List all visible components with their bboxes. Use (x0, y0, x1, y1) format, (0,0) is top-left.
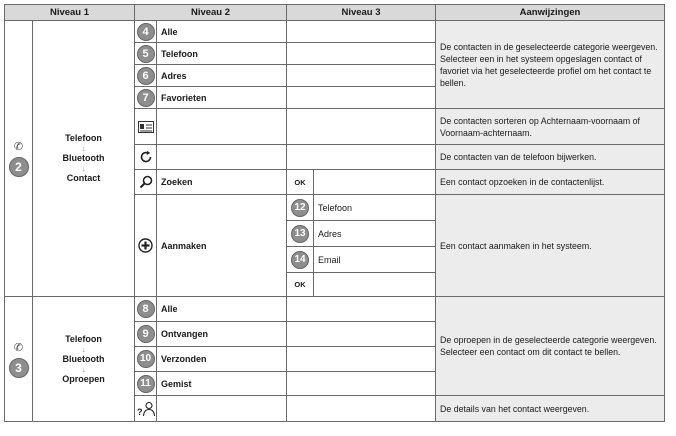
badge-7: 7 (137, 89, 155, 107)
row-oproep-alle (5, 297, 665, 322)
refresh-icon (139, 150, 153, 164)
badge-14: 14 (291, 251, 309, 269)
arrow-down-icon: ↓ (81, 344, 86, 354)
badge-12: 12 (291, 199, 309, 217)
arrow-down-icon: ↓ (81, 364, 86, 374)
remark-update: De contacten van de telefoon bijwerken. (436, 145, 665, 170)
item-gemist: Gemist (157, 372, 287, 396)
item-zoeken: Zoeken (157, 170, 287, 195)
contacts-reference-table (4, 4, 665, 422)
nav-oproepen: Oproepen (62, 373, 105, 384)
item-adres: Adres (157, 65, 287, 87)
item-verzonden: Verzonden (157, 347, 287, 372)
badge-4: 4 (137, 23, 155, 41)
item-oproep-alle: Alle (157, 297, 287, 322)
nav-bluetooth: Bluetooth (62, 353, 105, 364)
section-2-nav-path (33, 21, 135, 297)
contact-card-sort-icon (138, 121, 154, 133)
nav-telefoon: Telefoon (65, 333, 102, 344)
arrow-down-icon: ↓ (81, 164, 86, 173)
header-aanwijzingen: Aanwijzingen (436, 5, 665, 21)
header-niveau1: Niveau 1 (5, 5, 135, 21)
remark-search: Een contact opzoeken in de contactenlijst. (436, 170, 665, 195)
item-favorieten: Favorieten (157, 87, 287, 109)
section-3-icon-cell (5, 297, 33, 422)
remark-create: Een contact aanmaken in het systeem. (436, 195, 665, 297)
ok-zoeken: OK (287, 170, 314, 195)
header-row (5, 5, 665, 21)
ok-aanmaken: OK (287, 273, 314, 297)
plus-circle-icon (138, 238, 153, 253)
header-niveau3: Niveau 3 (287, 5, 436, 21)
section-2-icon-cell (5, 21, 33, 297)
sub-email: Email (314, 247, 436, 273)
remark-sort: De contacten sorteren op Achternaam-voornaam of Voornaam-achternaam. (436, 109, 665, 145)
sub-telefoon: Telefoon (314, 195, 436, 221)
magnifier-icon (139, 175, 153, 189)
badge-6: 6 (137, 67, 155, 85)
section-number-badge: 3 (9, 358, 29, 378)
remark-show-contacts-text: De contacten in de geselecteerde categorie weergeven. Selecteer een in het systeem opgeslagen contact of favoriet via het geselecteerde profiel om het contact te bellen. (440, 41, 658, 88)
badge-11: 11 (137, 375, 155, 393)
remark-show-calls-text: De oproepen in de geselecteerde categorie weergeven. Selecteer een contact om dit contact te bellen. (440, 335, 657, 357)
contact-details-icon (137, 401, 155, 417)
phone-handset-icon: ✆ (13, 141, 24, 153)
section-3-nav-path (33, 297, 135, 422)
badge-5: 5 (137, 45, 155, 63)
item-telefoon: Telefoon (157, 43, 287, 65)
nav-contact: Contact (66, 173, 101, 183)
section-number-badge: 2 (9, 157, 29, 177)
remark-show-contacts (436, 21, 665, 109)
item-aanmaken: Aanmaken (157, 195, 287, 297)
header-niveau2: Niveau 2 (135, 5, 287, 21)
badge-8: 8 (137, 300, 155, 318)
svg-text:?: ? (136, 406, 142, 417)
phone-handset-icon: ✆ (13, 341, 24, 354)
nav-bluetooth: Bluetooth (62, 153, 105, 163)
arrow-down-icon: ↓ (81, 144, 86, 153)
badge-10: 10 (137, 350, 155, 368)
item-alle: Alle (157, 21, 287, 43)
row-alle (5, 21, 665, 43)
remark-details: De details van het contact weergeven. (436, 396, 665, 422)
item-ontvangen: Ontvangen (157, 322, 287, 347)
badge-9: 9 (137, 325, 155, 343)
sub-adres: Adres (314, 221, 436, 247)
remark-show-calls (436, 297, 665, 396)
badge-13: 13 (291, 225, 309, 243)
nav-telefoon: Telefoon (65, 133, 102, 143)
